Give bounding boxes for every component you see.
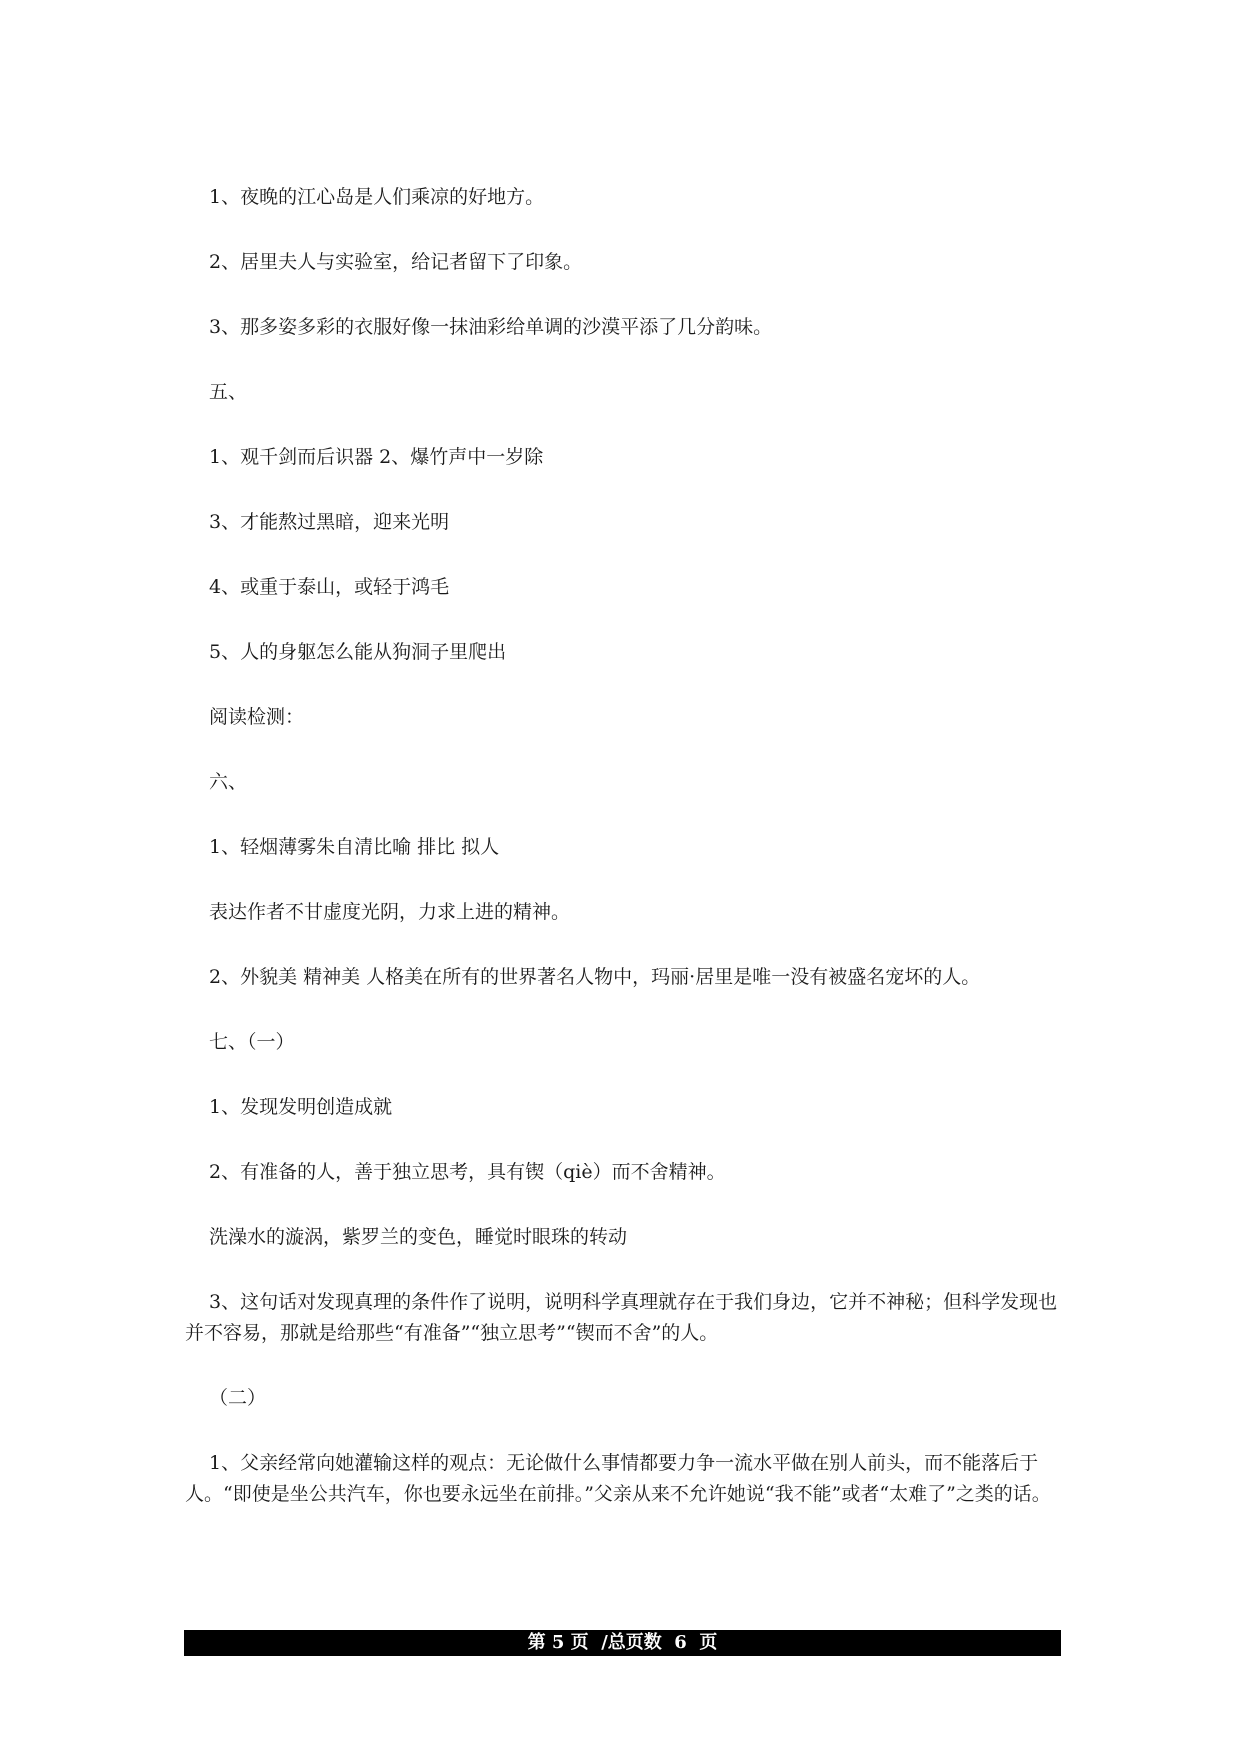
reading-test-heading: 阅读检测： [209, 706, 305, 728]
section-heading-7-2: （二） [209, 1387, 267, 1409]
answer-line-5-3: 3、才能熬过黑暗，迎来光明 [209, 511, 450, 533]
answer-line-6-1b: 表达作者不甘虚度光阴，力求上进的精神。 [209, 901, 571, 923]
answer-line-1: 1、夜晚的江心岛是人们乘凉的好地方。 [209, 186, 545, 208]
answer-line-5-5: 5、人的身躯怎么能从狗洞子里爬出 [209, 641, 507, 663]
page-footer [184, 1630, 1061, 1656]
answer-line-6-2: 2、外貌美 精神美 人格美在所有的世界著名人物中，玛丽·居里是唯一没有被盛名宠坏的人。 [209, 966, 981, 988]
answer-line-6-1: 1、轻烟薄雾朱自清比喻 排比 拟人 [209, 836, 500, 858]
answer-line-7-1: 1、发现发明创造成就 [209, 1096, 393, 1118]
section-heading-7-1: 七、（一） [209, 1031, 295, 1053]
answer-line-7-2b: 洗澡水的漩涡，紫罗兰的变色，睡觉时眼珠的转动 [209, 1226, 628, 1248]
answer-line-5-1: 1、观千剑而后识器 2、爆竹声中一岁除 [209, 446, 544, 468]
answer-line-7-2-1: 1、父亲经常向她灌输这样的观点：无论做什么事情都要力争一流水平做在别人前头，而不能落后于人。“即使是坐公共汽车，你也要永远坐在前排。”父亲从来不允许她说“我不能”或者“太难了”之类的话。 [185, 1452, 1051, 1505]
page-number-label: 第 5 页 /总页数 6 页 [527, 1632, 718, 1653]
answer-line-3: 3、那多姿多彩的衣服好像一抹油彩给单调的沙漠平添了几分韵味。 [209, 316, 773, 338]
answer-line-2: 2、居里夫人与实验室，给记者留下了印象。 [209, 251, 583, 273]
section-heading-6: 六、 [209, 771, 248, 793]
answer-line-7-3: 3、这句话对发现真理的条件作了说明，说明科学真理就存在于我们身边，它并不神秘；但科学发现也并不容易，那就是给那些“有准备”“独立思考”“锲而不舍”的人。 [185, 1291, 1058, 1344]
document-body [185, 182, 1061, 1544]
answer-line-7-2: 2、有准备的人，善于独立思考，具有锲（qiè）而不舍精神。 [209, 1161, 726, 1183]
answer-line-5-4: 4、或重于泰山，或轻于鸿毛 [209, 576, 450, 598]
section-heading-5: 五、 [209, 381, 248, 403]
